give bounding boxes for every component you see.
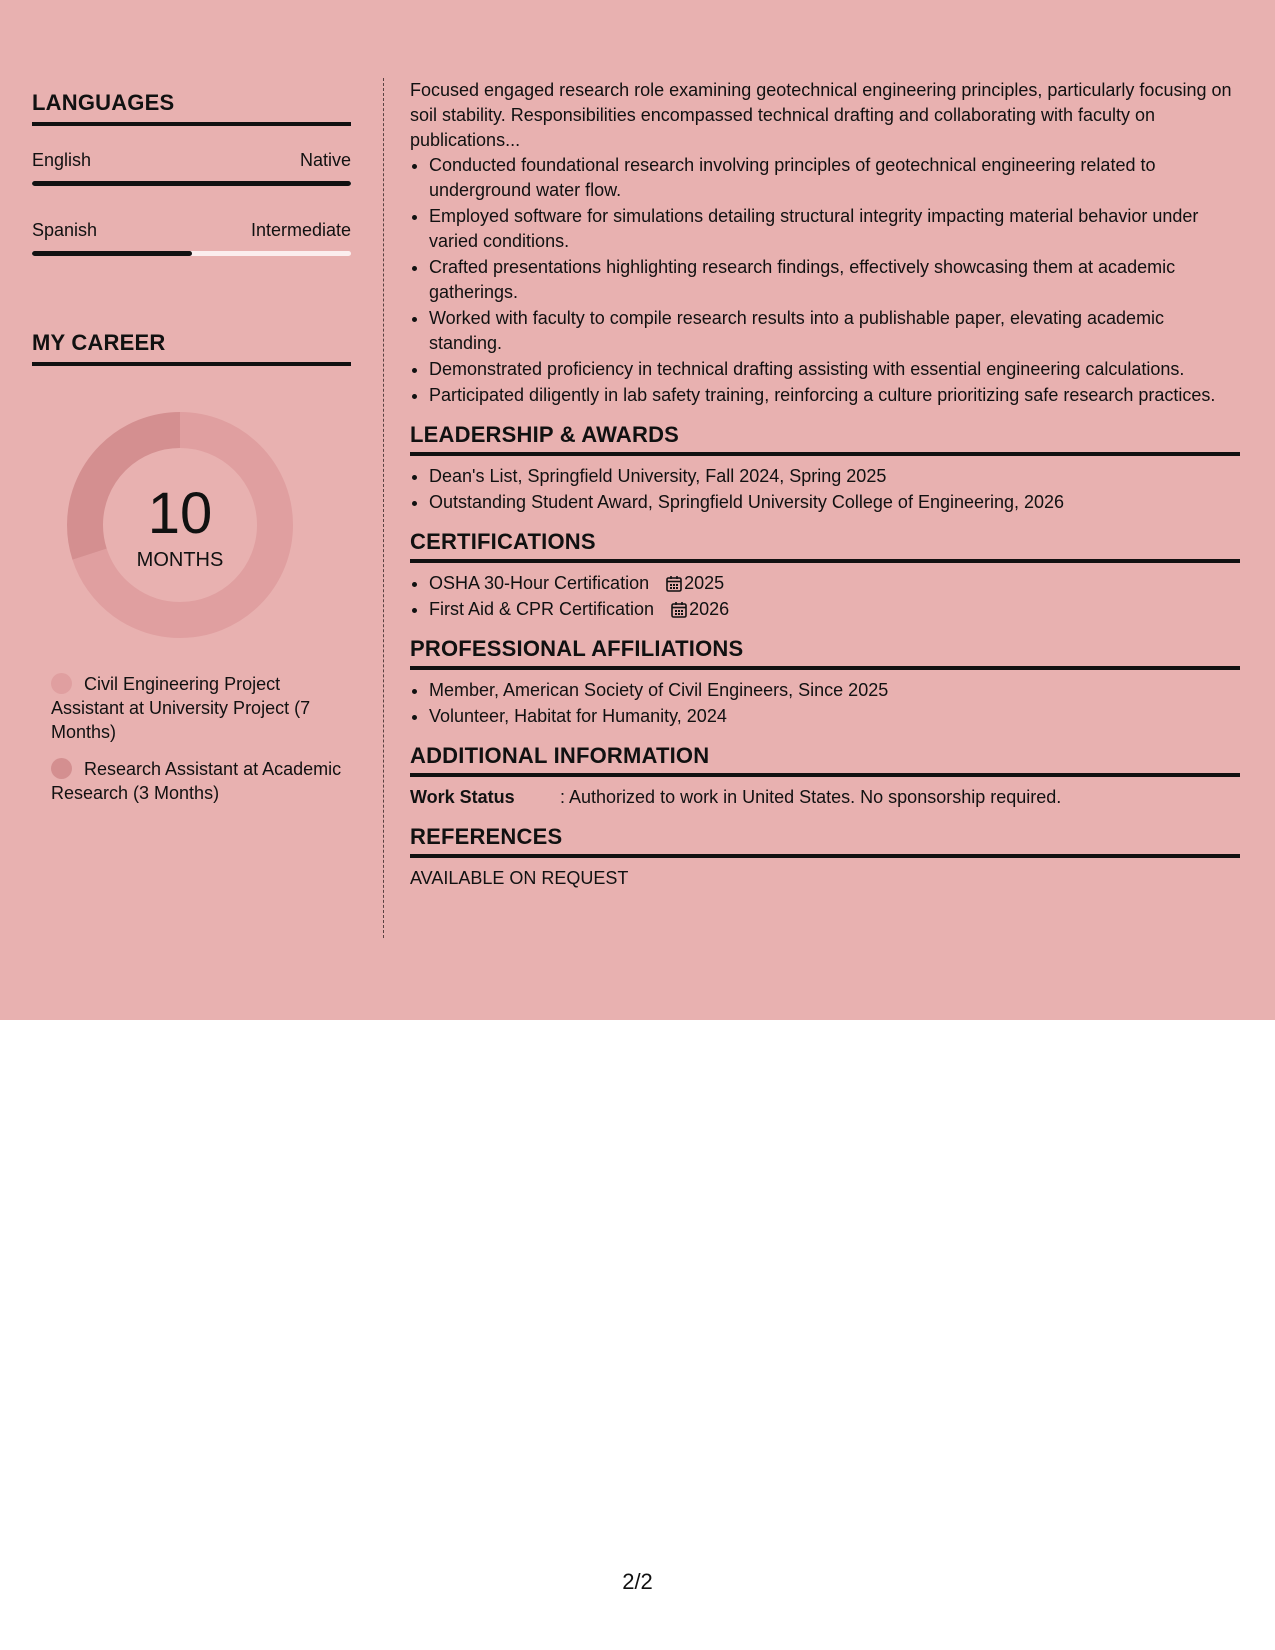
affiliation-item: • Member, American Society of Civil Engineers, Since 2025 [429, 678, 1240, 703]
career-total-unit: MONTHS [136, 548, 224, 571]
career-legend [51, 672, 351, 805]
legend-color-dot [51, 673, 72, 694]
certifications-heading: CERTIFICATIONS [410, 529, 1240, 563]
career-heading: MY CAREER [32, 330, 351, 366]
affiliations-heading: PROFESSIONAL AFFILIATIONS [410, 636, 1240, 670]
language-level: Native [299, 150, 351, 170]
column-divider [383, 78, 384, 938]
left-column [32, 90, 351, 818]
award-item: • Dean's List, Springfield University, Fall 2024, Spring 2025 [429, 464, 1240, 489]
right-column [410, 78, 1240, 891]
certification-year: 2025 [684, 573, 725, 593]
certification-year: 2026 [689, 599, 730, 619]
experience-bullets [410, 153, 1240, 408]
experience-bullet: • Worked with faculty to compile research results into a publishable paper, elevating academic standing. [429, 306, 1240, 356]
language-proficiency-bar [32, 181, 351, 186]
career-donut-chart [67, 412, 293, 638]
legend-color-dot [51, 758, 72, 779]
experience-bullet: • Demonstrated proficiency in technical drafting assisting with essential engineering calculations. [429, 357, 1240, 382]
work-status-row [410, 785, 1240, 810]
certification-item [429, 597, 1240, 622]
work-status-value: : Authorized to work in United States. No sponsorship required. [560, 787, 1062, 807]
references-heading: REFERENCES [410, 824, 1240, 858]
language-proficiency-fill [32, 251, 192, 256]
experience-bullet: • Employed software for simulations detailing structural integrity impacting material behavior under varied conditions. [429, 204, 1240, 254]
certification-name: OSHA 30-Hour Certification [429, 573, 650, 593]
experience-bullet: • Conducted foundational research involving principles of geotechnical engineering related to underground water flow. [429, 153, 1240, 203]
calendar-icon [666, 575, 682, 592]
award-item: • Outstanding Student Award, Springfield University College of Engineering, 2026 [429, 490, 1240, 515]
career-legend-item [51, 757, 351, 805]
affiliation-item: • Volunteer, Habitat for Humanity, 2024 [429, 704, 1240, 729]
career-donut-center [67, 412, 293, 638]
career-legend-item [51, 672, 351, 744]
calendar-icon [671, 601, 687, 618]
language-name: Spanish [32, 220, 98, 240]
additional-info-heading: ADDITIONAL INFORMATION [410, 743, 1240, 777]
career-legend-label: Research Assistant at Academic Research (3 Months) [51, 759, 342, 803]
affiliations-list [410, 678, 1240, 729]
language-item-spanish [32, 220, 351, 256]
certifications-list [410, 571, 1240, 622]
experience-summary: Focused engaged research role examining geotechnical engineering principles, particularly focusing on soil stability. Responsibilities encompassed technical drafting and collaborating with faculty on publications... [410, 80, 1232, 150]
language-level: Intermediate [250, 220, 351, 240]
references-text: AVAILABLE ON REQUEST [410, 868, 629, 888]
languages-heading: LANGUAGES [32, 90, 351, 126]
certification-name: First Aid & CPR Certification [429, 599, 655, 619]
experience-bullet: • Participated diligently in lab safety training, reinforcing a culture prioritizing safe research practices. [429, 383, 1240, 408]
language-proficiency-bar [32, 251, 351, 256]
page-number: 2/2 [622, 1569, 653, 1594]
career-total-value: 10 [147, 480, 213, 546]
language-proficiency-fill [32, 181, 351, 186]
awards-list [410, 464, 1240, 515]
language-item-english [32, 150, 351, 186]
awards-heading: LEADERSHIP & AWARDS [410, 422, 1240, 456]
experience-bullet: • Crafted presentations highlighting research findings, effectively showcasing them at academic gatherings. [429, 255, 1240, 305]
work-status-label: Work Status [410, 787, 515, 807]
language-name: English [32, 150, 92, 170]
career-legend-label: Civil Engineering Project Assistant at University Project (7 Months) [51, 674, 311, 742]
certification-item [429, 571, 1240, 596]
